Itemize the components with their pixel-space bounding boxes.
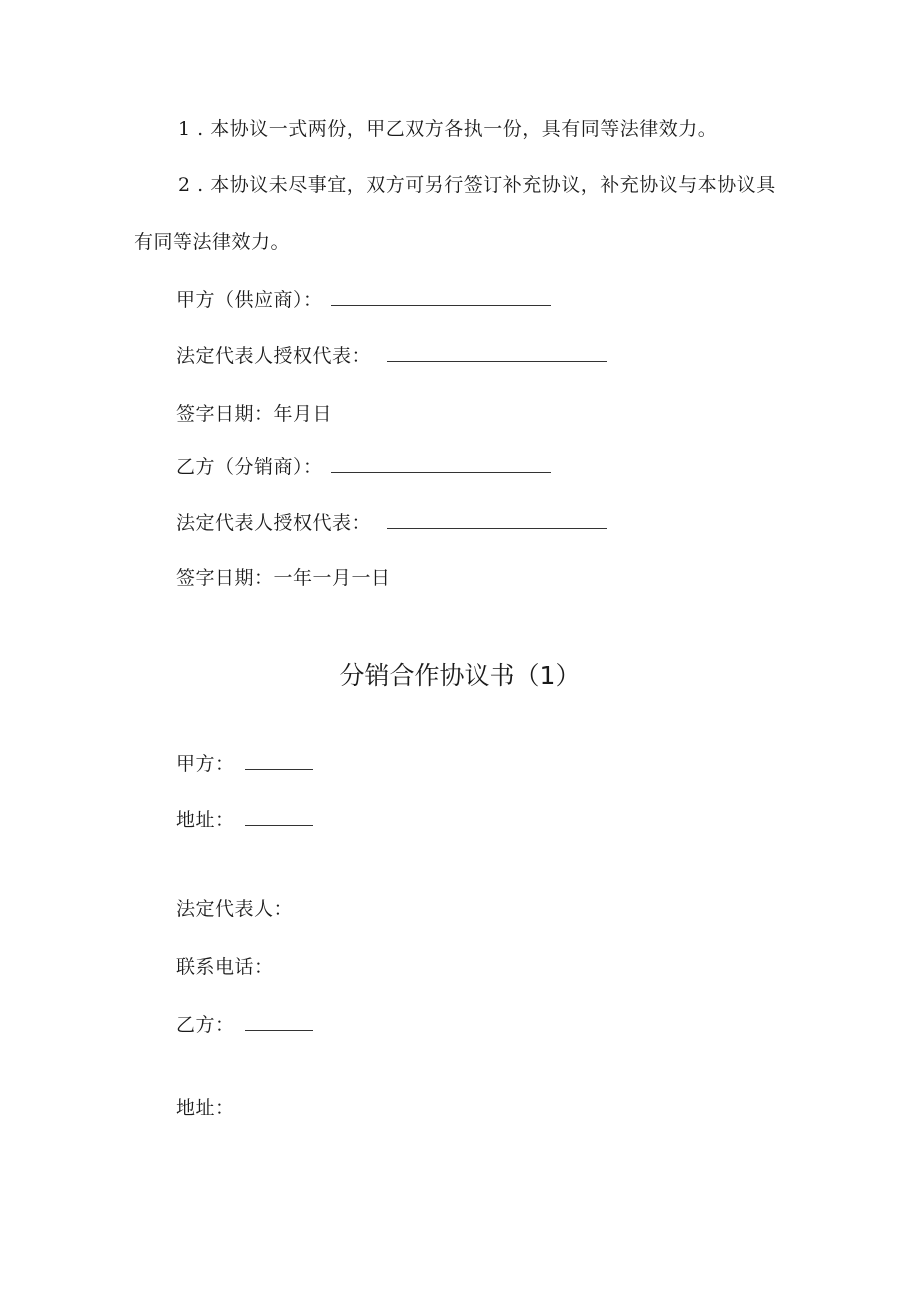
clause-1-number: 1 — [178, 118, 191, 140]
sign-legal-rep-a-row — [176, 343, 607, 368]
sign-legal-rep-a-blank[interactable] — [387, 343, 607, 362]
party-b-label: 乙方： — [176, 1014, 235, 1036]
party-b-blank[interactable] — [245, 1012, 313, 1031]
party-b-row — [176, 1012, 313, 1037]
sign-party-a-blank[interactable] — [331, 287, 551, 306]
party-a-row — [176, 751, 313, 776]
sign-party-a-label: 甲方（供应商）： — [176, 289, 323, 311]
sign-legal-rep-b-label: 法定代表人授权代表： — [176, 512, 372, 534]
clause-2-continuation: 有同等法律效力。 — [134, 231, 291, 253]
clause-1-text: . 本协议一式两份，甲乙双方各执一份，具有同等法律效力。 — [197, 118, 718, 140]
sign-party-b-label: 乙方（分销商）： — [176, 456, 323, 478]
phone-label: 联系电话： — [176, 956, 274, 978]
clause-2 — [178, 173, 776, 197]
address-a-row — [176, 807, 313, 832]
clause-2-text: . 本协议未尽事宜，双方可另行签订补充协议，补充协议与本协议具 — [197, 174, 776, 196]
address-b-label: 地址： — [176, 1097, 235, 1119]
legal-rep-label: 法定代表人： — [176, 898, 294, 920]
clause-1 — [178, 117, 717, 141]
sign-legal-rep-b-blank[interactable] — [387, 510, 607, 529]
sign-party-b-row — [176, 454, 551, 479]
party-a-blank[interactable] — [245, 751, 313, 770]
sign-legal-rep-b-row — [176, 510, 607, 535]
sign-legal-rep-a-label: 法定代表人授权代表： — [176, 345, 372, 367]
address-a-blank[interactable] — [245, 807, 313, 826]
sign-party-a-row — [176, 287, 551, 312]
sign-date-b: 签字日期：一年一月一日 — [176, 567, 391, 589]
sign-date-a: 签字日期：年月日 — [176, 403, 333, 425]
sign-party-b-blank[interactable] — [331, 454, 551, 473]
party-a-label: 甲方： — [176, 753, 235, 775]
document-title: 分销合作协议书（1） — [339, 661, 581, 690]
address-a-label: 地址： — [176, 809, 235, 831]
clause-2-number-visible: 2 — [178, 174, 191, 196]
